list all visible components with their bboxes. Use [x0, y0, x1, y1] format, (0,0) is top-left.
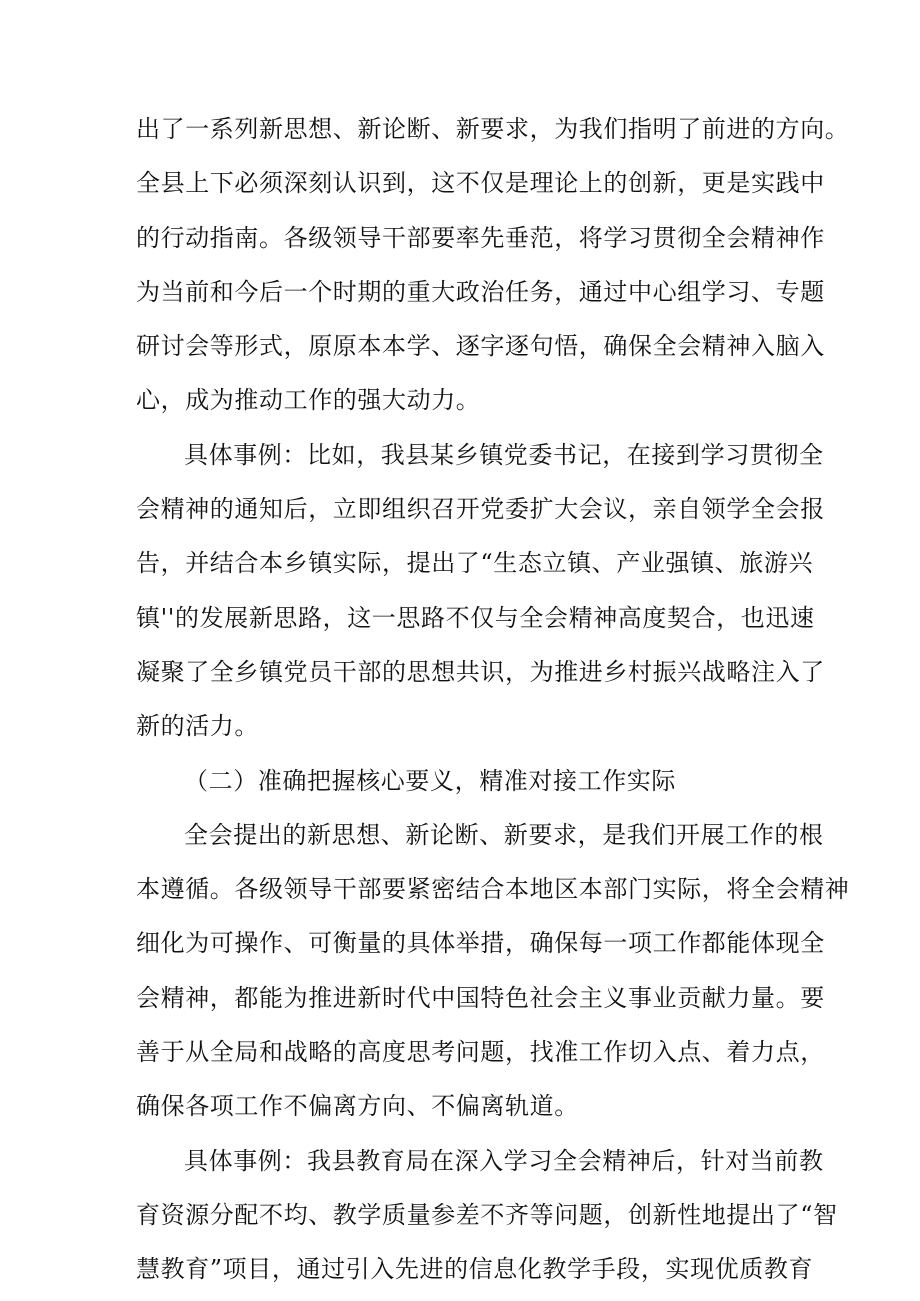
section-heading: （二）准确把握核心要义，精准对接工作实际	[184, 766, 676, 795]
paragraph-core-requirements	[136, 808, 850, 1134]
text-line: 心，成为推动工作的强大动力。	[136, 386, 481, 415]
text-line: 研讨会等形式，原原本本学、逐字逐句悟，确保全会精神入脑入	[136, 332, 825, 361]
text-line: 育资源分配不均、教学质量参差不齐等问题，创新性地提出了“智	[136, 1200, 838, 1229]
text-line: 出了一系列新思想、新论断、新要求，为我们指明了前进的方向。	[136, 115, 850, 143]
text-line: 本遵循。各级领导干部要紧密结合本地区本部门实际，将全会精神	[136, 875, 850, 904]
text-line: 新的活力。	[136, 712, 259, 741]
text-line: 细化为可操作、可衡量的具体举措，确保每一项工作都能体现全	[136, 929, 825, 958]
text-line: 凝聚了全乡镇党员干部的思想共识，为推进乡村振兴战略注入了	[136, 657, 825, 686]
text-line: 镇''的发展新思路，这一思路不仅与全会精神高度契合，也迅速	[136, 603, 815, 632]
text-line: 会精神的通知后，立即组织召开党委扩大会议，亲自领学全会报	[136, 495, 825, 524]
text-line: 全县上下必须深刻认识到，这不仅是理论上的创新，更是实践中	[136, 169, 825, 198]
text-line: 善于从全局和战略的高度思考问题，找准工作切入点、着力点，	[136, 1038, 825, 1067]
paragraph-example-township	[136, 428, 825, 754]
text-line: 慧教育”项目，通过引入先进的信息化教学手段，实现优质教育	[136, 1255, 814, 1284]
text-line: 具体事例：我县教育局在深入学习全会精神后，针对当前教	[184, 1146, 824, 1175]
text-line: 会精神，都能为推进新时代中国特色社会主义事业贡献力量。要	[136, 983, 825, 1012]
text-line: 告，并结合本乡镇实际，提出了“生态立镇、产业强镇、旅游兴	[136, 549, 814, 578]
paragraph-example-education	[136, 1134, 838, 1297]
document-body	[136, 102, 850, 1297]
text-line: 为当前和今后一个时期的重大政治任务，通过中心组学习、专题	[136, 277, 825, 306]
text-line: 全会提出的新思想、新论断、新要求，是我们开展工作的根	[184, 820, 824, 849]
text-line: 的行动指南。各级领导干部要率先垂范，将学习贯彻全会精神作	[136, 223, 825, 252]
text-line: 具体事例：比如，我县某乡镇党委书记，在接到学习贯彻全	[184, 440, 824, 469]
text-line: 确保各项工作不偏离方向、不偏离轨道。	[136, 1092, 579, 1121]
paragraph-continuation	[136, 102, 850, 428]
